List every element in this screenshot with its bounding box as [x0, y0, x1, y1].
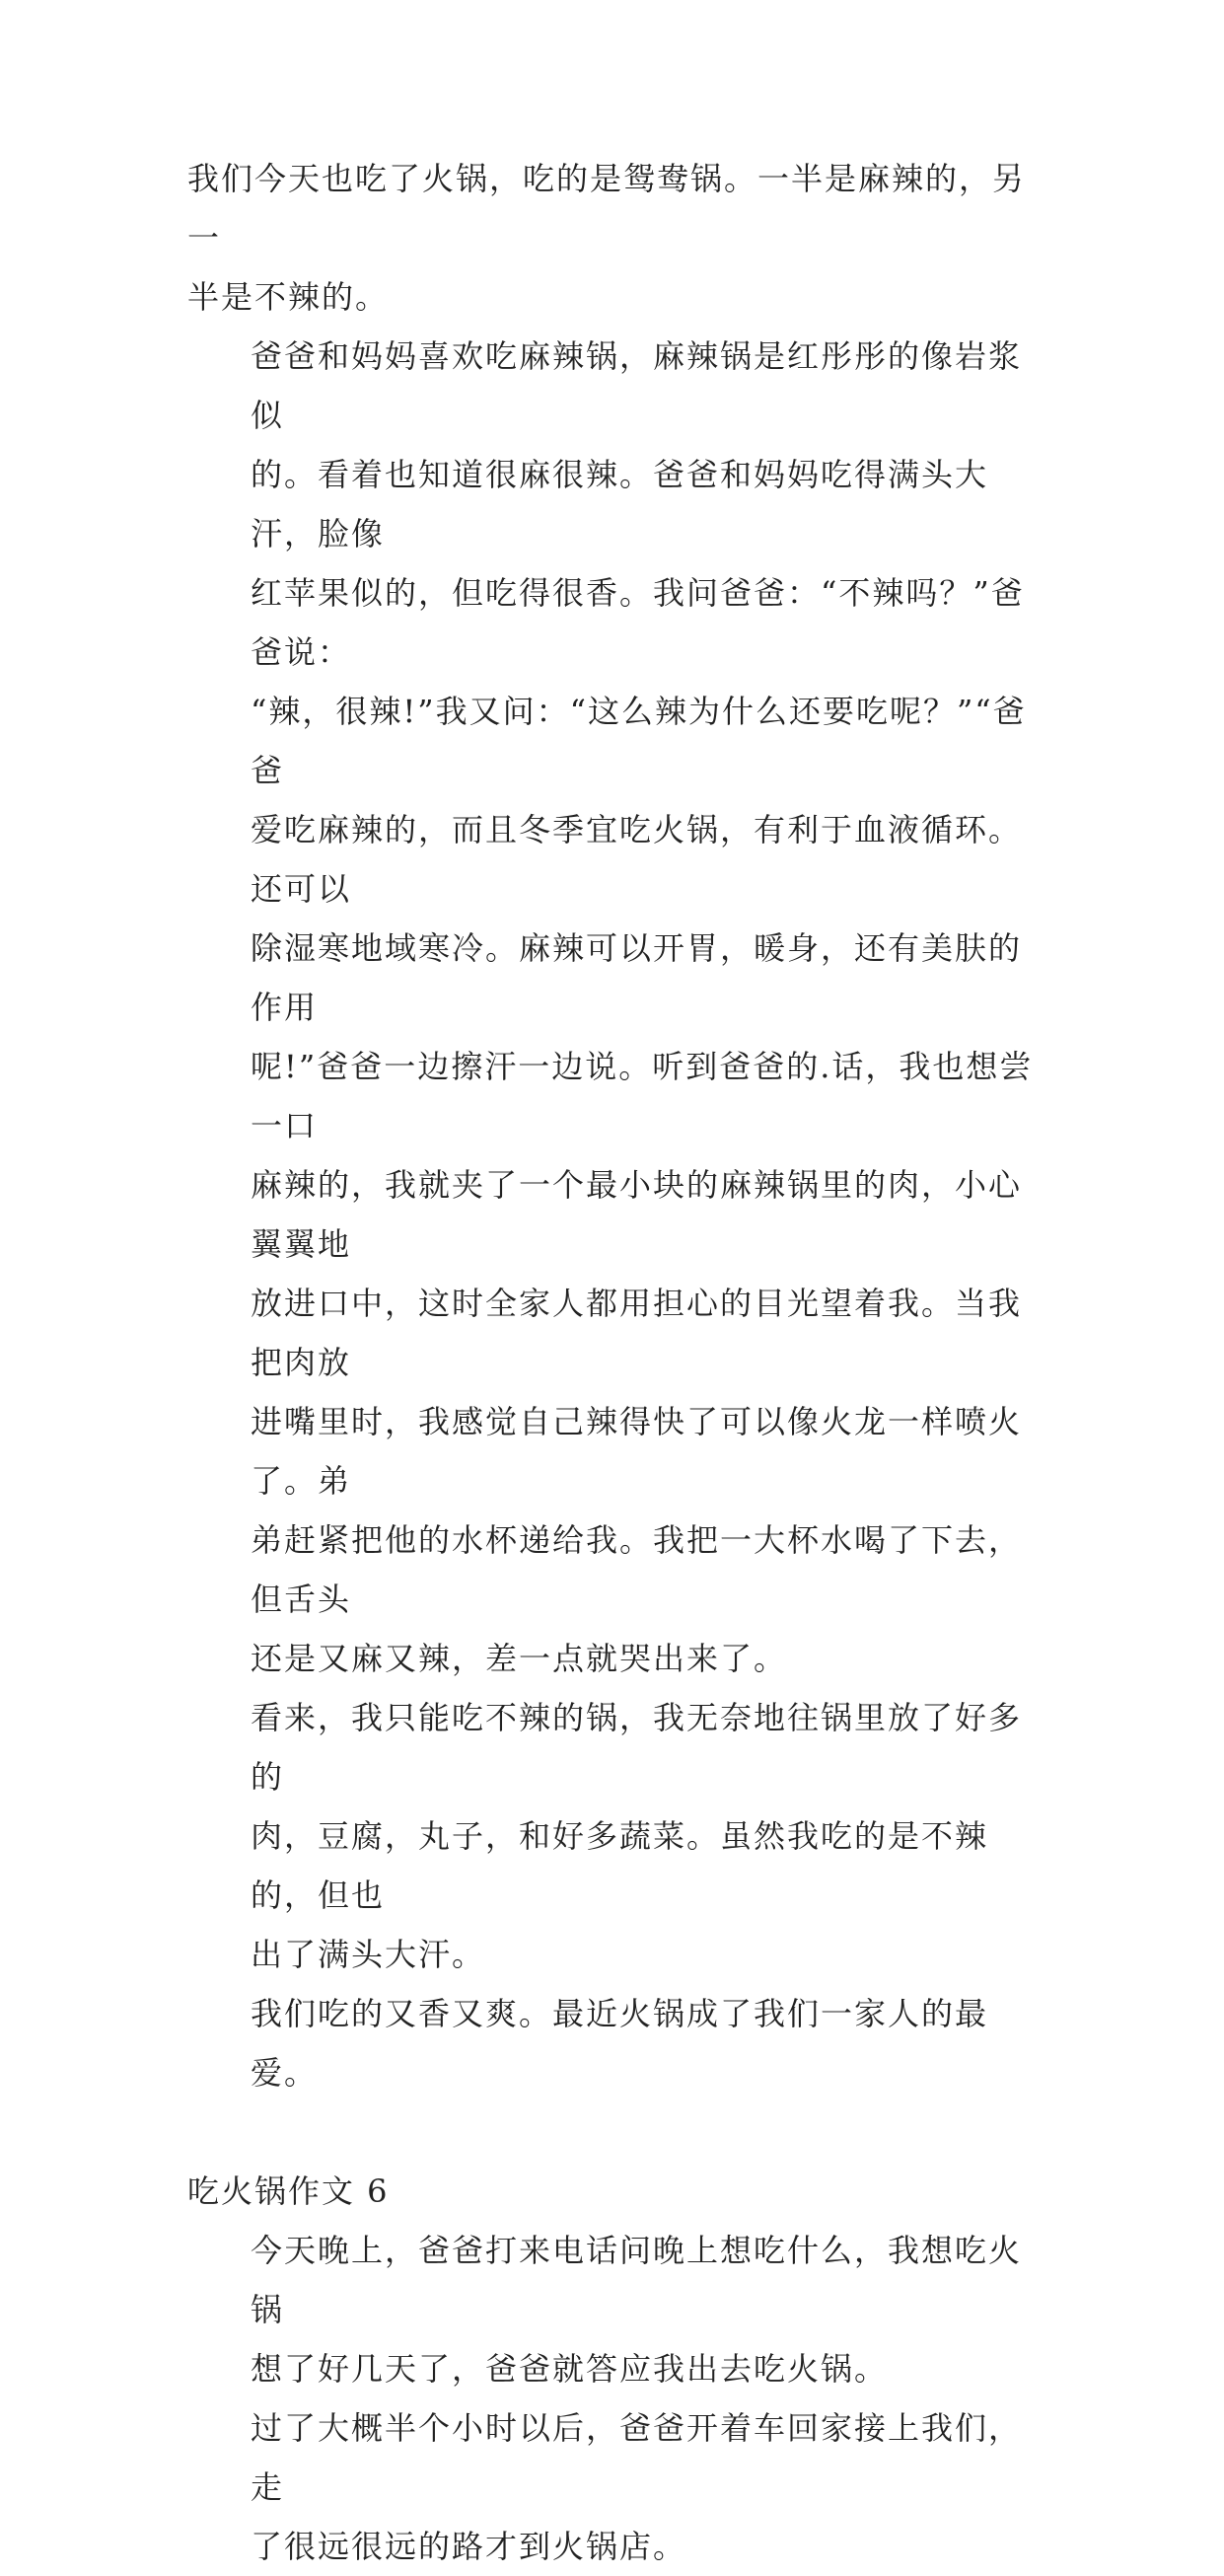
paragraph-6: 过了大概半个小时以后，爸爸开着车回家接上我们，走 了很远很远的路才到火锅店。 [251, 2409, 1023, 2565]
paragraph-5: 今天晚上，爸爸打来电话问晚上想吃什么，我想吃火锅 想了好几天了，爸爸就答应我出去吃火锅。 [251, 2232, 1023, 2388]
paragraph-4: 我们吃的又香又爽。最近火锅成了我们一家人的最爱。 [251, 1995, 989, 2092]
document-body [187, 149, 1045, 2576]
paragraph-3: 看来，我只能吃不辣的锅，我无奈地往锅里放了好多的 肉，豆腐，丸子，和好多蔬菜。虽然我吃的是不辣的，但也 出了满头大汗。 [251, 1699, 1023, 1973]
paragraph-1: 我们今天也吃了火锅，吃的是鸳鸯锅。一半是麻辣的，另一 半是不辣的。 [187, 160, 1027, 316]
section-spacer [187, 2102, 1045, 2162]
section-title: 吃火锅作文 6 [187, 2172, 390, 2210]
paragraph-2: 爸爸和妈妈喜欢吃麻辣锅，麻辣锅是红彤彤的像岩浆似 的。看着也知道很麻很辣。爸爸和妈妈吃得满头大汗，脸像 红苹果似的，但吃得很香。我问爸爸：“不辣吗？”爸爸说： “辣，很辣!”我又问：“这么辣为什么还要吃呢？”“爸爸 爱吃麻辣的，而且冬季宜吃火锅，有利于血液循环。还可以 除湿寒地域寒冷。麻辣可以开胃，暖身，还有美肤的作用 呢!”爸爸一边擦汗一边说。听到爸爸的.话，我也想尝一口 麻辣的，我就夹了一个最小块的麻辣锅里的肉，小心翼翼地 放进口中，这时全家人都用担心的目光望着我。当我把肉放 进嘴里时，我感觉自己辣得快了可以像火龙一样喷火了。弟 弟赶紧把他的水杯递给我。我把一大杯水喝了下去，但舌头 还是又麻又辣，差一点就哭出来了。 [251, 337, 1034, 1677]
